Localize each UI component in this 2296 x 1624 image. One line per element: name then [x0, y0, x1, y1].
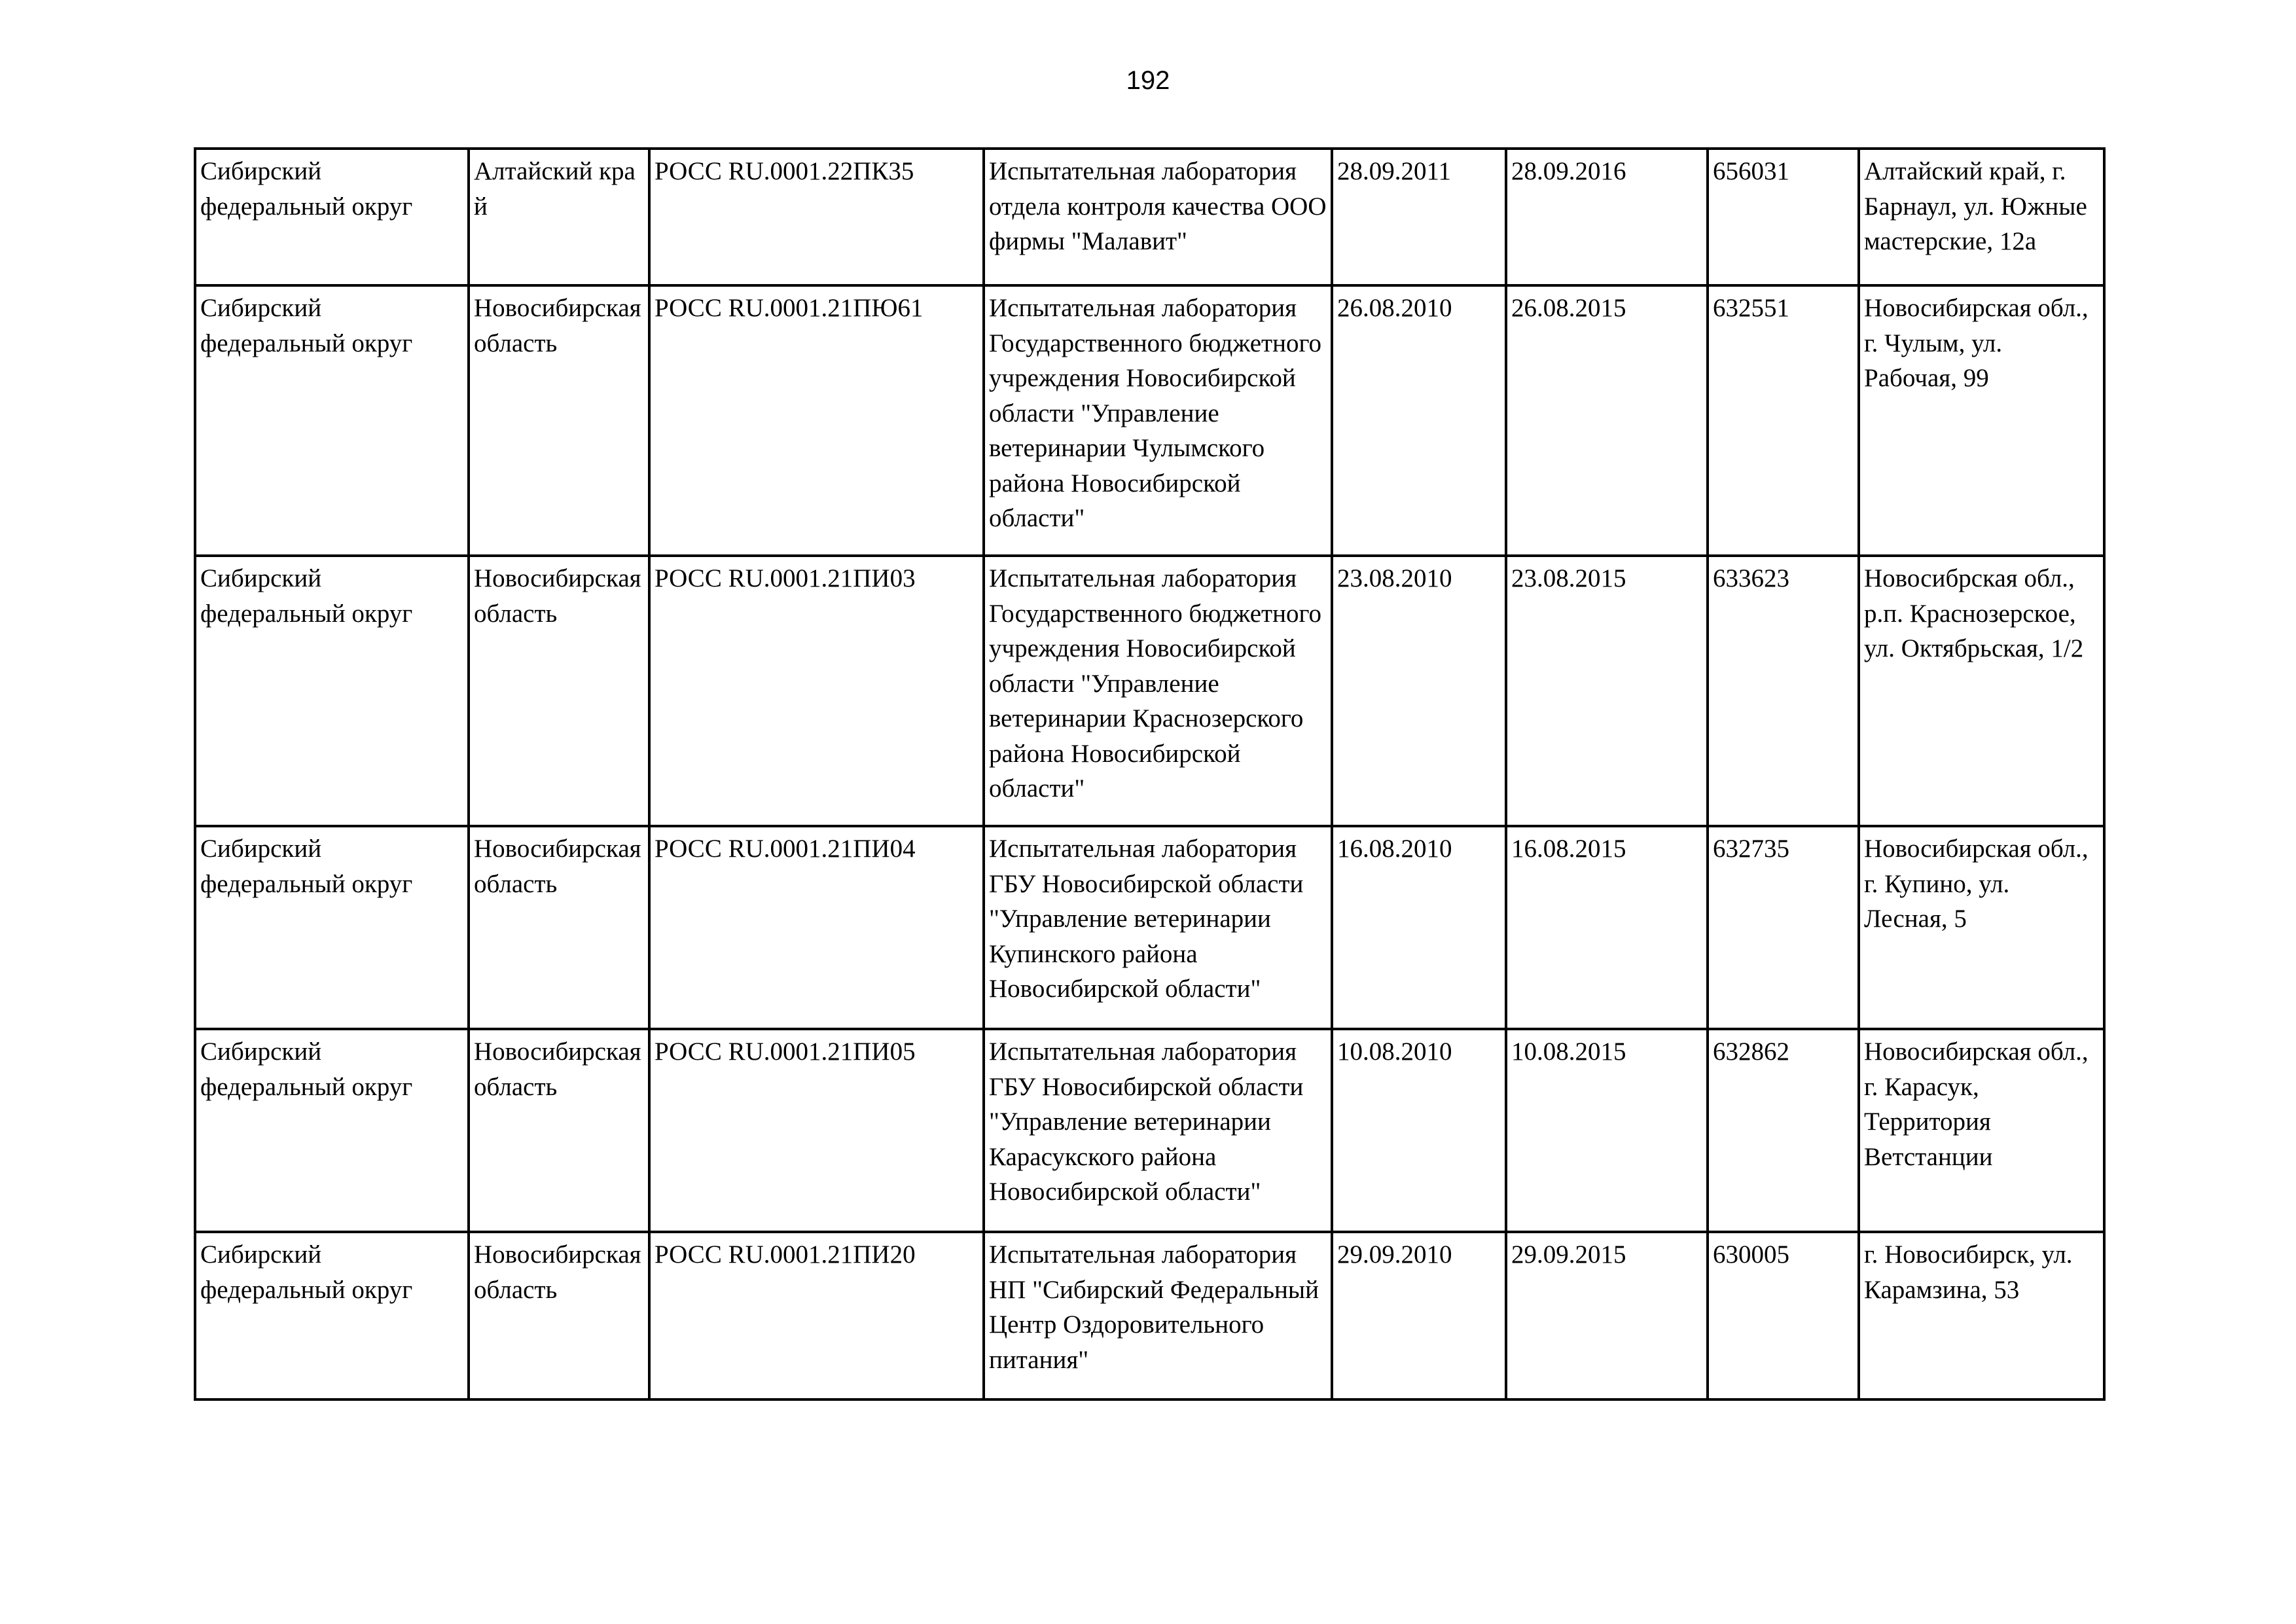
cell-postal-index — [1708, 556, 1859, 826]
cell-date-from — [1332, 285, 1506, 556]
postal-index-text: 656031 — [1713, 157, 1789, 185]
table-row — [195, 149, 2104, 285]
date-to-text: 16.08.2015 — [1511, 835, 1626, 863]
table-row — [195, 556, 2104, 826]
cell-date-from — [1332, 1029, 1506, 1232]
cell-address — [1859, 149, 2104, 285]
cell-postal-index — [1708, 826, 1859, 1029]
cell-certificate — [649, 149, 984, 285]
postal-index-text: 632735 — [1713, 835, 1789, 863]
cell-certificate — [649, 1029, 984, 1232]
cell-postal-index — [1708, 285, 1859, 556]
cell-certificate — [649, 826, 984, 1029]
certificate-text: РОСС RU.0001.21ПИ05 — [655, 1038, 916, 1066]
lab-name-text: Испытательная лаборатория отдела контроля качества ООО фирмы "Малавит" — [989, 157, 1327, 255]
region-text: Алтайский край — [474, 157, 636, 221]
cell-address — [1859, 1029, 2104, 1232]
table-body — [195, 149, 2104, 1399]
lab-name-text: Испытательная лаборатория ГБУ Новосибирской области "Управление ветеринарии Карасукского района Новосибирской области" — [989, 1038, 1304, 1206]
district-text: Сибирский федеральный округ — [200, 1038, 413, 1101]
address-text: Новосибрская обл., р.п. Краснозерское, ул. Октябрьская, 1/2 — [1864, 564, 2084, 662]
address-text: Алтайский край, г. Барнаул, ул. Южные мастерские, 12а — [1864, 157, 2087, 255]
date-to-text: 29.09.2015 — [1511, 1240, 1626, 1269]
date-from-text: 16.08.2010 — [1337, 835, 1452, 863]
cell-region — [469, 149, 649, 285]
cell-lab-name — [984, 149, 1332, 285]
cell-date-from — [1332, 149, 1506, 285]
cell-lab-name — [984, 1232, 1332, 1399]
cell-certificate — [649, 556, 984, 826]
date-to-text: 28.09.2016 — [1511, 157, 1626, 185]
region-text: Новосибирская область — [474, 564, 641, 628]
cell-date-from — [1332, 556, 1506, 826]
cell-region — [469, 556, 649, 826]
cell-district — [195, 149, 469, 285]
lab-name-text: Испытательная лаборатория НП "Сибирский Федеральный Центр Оздоровительного питания" — [989, 1240, 1319, 1374]
address-text: г. Новосибирск, ул. Карамзина, 53 — [1864, 1240, 2073, 1304]
cell-postal-index — [1708, 149, 1859, 285]
cell-district — [195, 285, 469, 556]
cell-certificate — [649, 1232, 984, 1399]
district-text: Сибирский федеральный округ — [200, 564, 413, 628]
cell-date-to — [1506, 149, 1708, 285]
region-text: Новосибирская область — [474, 1038, 641, 1101]
laboratory-registry-table — [194, 147, 2106, 1401]
address-text: Новосибирская обл., г. Чулым, ул. Рабочая, 99 — [1864, 294, 2089, 392]
cell-date-from — [1332, 826, 1506, 1029]
cell-date-to — [1506, 1232, 1708, 1399]
district-text: Сибирский федеральный округ — [200, 1240, 413, 1304]
cell-lab-name — [984, 1029, 1332, 1232]
certificate-text: РОСС RU.0001.21ПИ03 — [655, 564, 916, 592]
date-from-text: 26.08.2010 — [1337, 294, 1452, 322]
date-to-text: 23.08.2015 — [1511, 564, 1626, 592]
cell-lab-name — [984, 285, 1332, 556]
table-row — [195, 1232, 2104, 1399]
lab-name-text: Испытательная лаборатория ГБУ Новосибирской области "Управление ветеринарии Купинского района Новосибирской области" — [989, 835, 1304, 1003]
cell-district — [195, 1232, 469, 1399]
cell-date-to — [1506, 285, 1708, 556]
date-from-text: 10.08.2010 — [1337, 1038, 1452, 1066]
cell-region — [469, 1232, 649, 1399]
date-from-text: 23.08.2010 — [1337, 564, 1452, 592]
cell-region — [469, 1029, 649, 1232]
address-text: Новосибирская обл., г. Карасук, Территория Ветстанции — [1864, 1038, 2089, 1171]
cell-address — [1859, 556, 2104, 826]
postal-index-text: 630005 — [1713, 1240, 1789, 1269]
address-text: Новосибирская обл., г. Купино, ул. Лесная, 5 — [1864, 835, 2089, 933]
postal-index-text: 633623 — [1713, 564, 1789, 592]
cell-lab-name — [984, 826, 1332, 1029]
region-text: Новосибирская область — [474, 1240, 641, 1304]
cell-date-to — [1506, 1029, 1708, 1232]
district-text: Сибирский федеральный округ — [200, 294, 413, 357]
cell-address — [1859, 285, 2104, 556]
date-from-text: 28.09.2011 — [1337, 157, 1452, 185]
cell-date-from — [1332, 1232, 1506, 1399]
cell-postal-index — [1708, 1232, 1859, 1399]
cell-lab-name — [984, 556, 1332, 826]
page-number: 192 — [1126, 66, 1170, 95]
certificate-text: РОСС RU.0001.21ПЮ61 — [655, 294, 924, 322]
district-text: Сибирский федеральный округ — [200, 157, 413, 221]
lab-name-text: Испытательная лаборатория Государственного бюджетного учреждения Новосибирской области "Управление ветеринарии Краснозерского района Новосибирской области" — [989, 564, 1321, 803]
region-text: Новосибирская область — [474, 294, 641, 357]
cell-region — [469, 826, 649, 1029]
cell-district — [195, 556, 469, 826]
region-text: Новосибирская область — [474, 835, 641, 898]
lab-name-text: Испытательная лаборатория Государственного бюджетного учреждения Новосибирской области "Управление ветеринарии Чулымского района Новосибирской области" — [989, 294, 1321, 532]
cell-date-to — [1506, 556, 1708, 826]
certificate-text: РОСС RU.0001.22ПК35 — [655, 157, 914, 185]
cell-date-to — [1506, 826, 1708, 1029]
district-text: Сибирский федеральный округ — [200, 835, 413, 898]
table-row — [195, 285, 2104, 556]
date-from-text: 29.09.2010 — [1337, 1240, 1452, 1269]
cell-address — [1859, 826, 2104, 1029]
cell-region — [469, 285, 649, 556]
date-to-text: 26.08.2015 — [1511, 294, 1626, 322]
postal-index-text: 632862 — [1713, 1038, 1789, 1066]
cell-postal-index — [1708, 1029, 1859, 1232]
certificate-text: РОСС RU.0001.21ПИ20 — [655, 1240, 916, 1269]
table-row — [195, 1029, 2104, 1232]
postal-index-text: 632551 — [1713, 294, 1789, 322]
table-row — [195, 826, 2104, 1029]
cell-district — [195, 1029, 469, 1232]
cell-district — [195, 826, 469, 1029]
cell-certificate — [649, 285, 984, 556]
date-to-text: 10.08.2015 — [1511, 1038, 1626, 1066]
certificate-text: РОСС RU.0001.21ПИ04 — [655, 835, 916, 863]
cell-address — [1859, 1232, 2104, 1399]
